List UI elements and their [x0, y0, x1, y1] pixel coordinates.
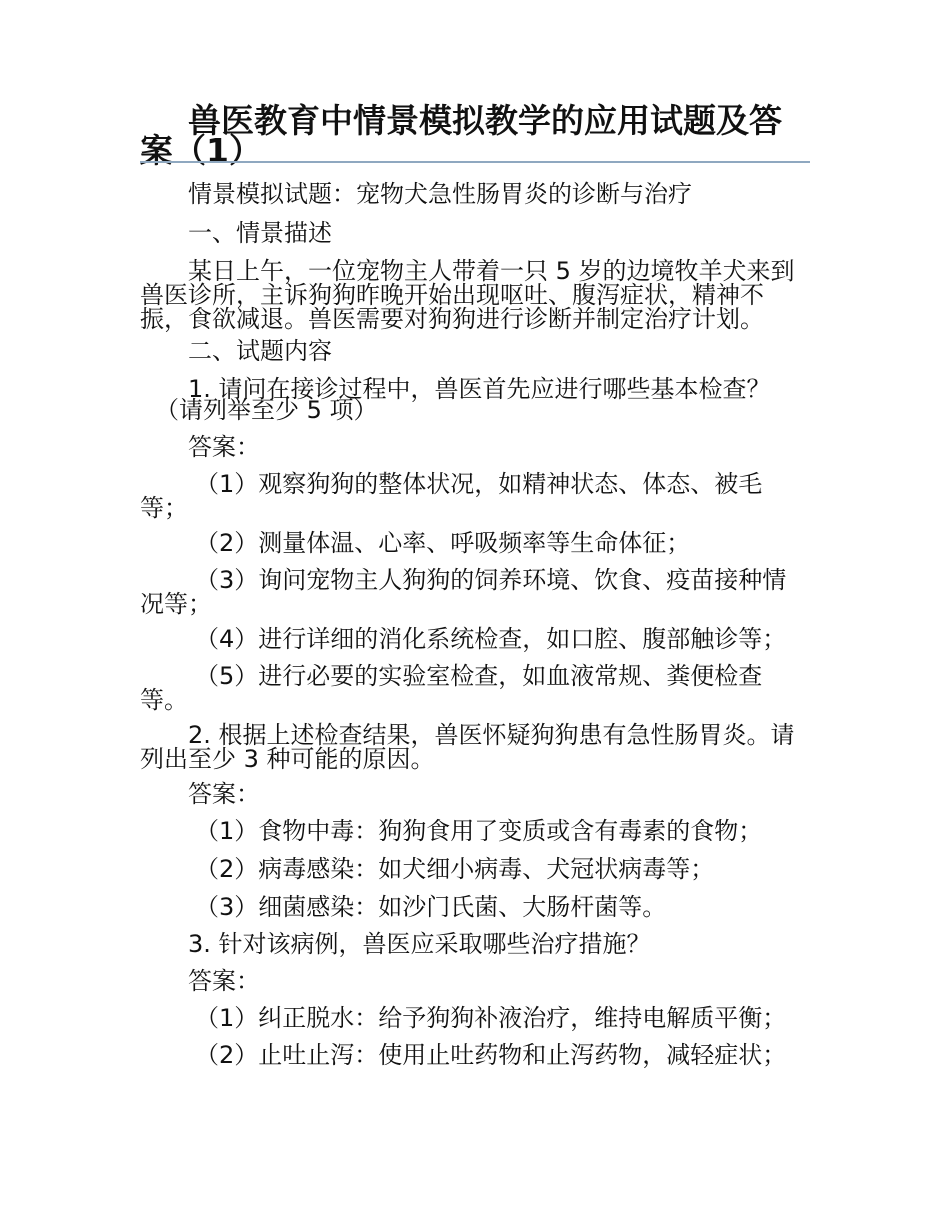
question-1-note: （请列举至少 5 项）: [155, 396, 378, 424]
answer-1-item-5: （5）进行必要的实验室检查，如血液常规、粪便检查等。: [140, 662, 763, 714]
answer-1-item-3: （3）询问宠物主人狗狗的饲养环境、饮食、疫苗接种情况等；: [140, 566, 787, 618]
answer-label-2: 答案：: [188, 780, 260, 808]
answer-3-item-2: （2）止吐止泻：使用止吐药物和止泻药物，减轻症状；: [195, 1041, 787, 1069]
section-heading-questions: 二、试题内容: [188, 337, 332, 365]
answer-label-1: 答案：: [188, 433, 260, 461]
answer-1-item-2: （2）测量体温、心率、呼吸频率等生命体征；: [195, 529, 691, 557]
document-title: 兽医教育中情景模拟教学的应用试题及答案（1）: [140, 101, 782, 170]
answer-2-item-3: （3）细菌感染：如沙门氏菌、大肠杆菌等。: [195, 893, 667, 921]
question-3: 3. 针对该病例，兽医应采取哪些治疗措施？: [188, 930, 651, 958]
answer-label-3: 答案：: [188, 967, 260, 995]
answer-1-item-1: （1）观察狗狗的整体状况，如精神状态、体态、被毛等；: [140, 470, 763, 522]
section-heading-scenario: 一、情景描述: [188, 219, 332, 247]
exam-subject: 情景模拟试题：宠物犬急性肠胃炎的诊断与治疗: [188, 180, 692, 208]
scenario-description: 某日上午，一位宠物主人带着一只 5 岁的边境牧羊犬来到兽医诊所，主诉狗狗昨晚开始出现呕吐、腹泻症状，精神不振，食欲减退。兽医需要对狗狗进行诊断并制定治疗计划。: [140, 257, 795, 333]
question-2: 2. 根据上述检查结果，兽医怀疑狗狗患有急性肠胃炎。请列出至少 3 种可能的原因。: [140, 721, 795, 773]
title-divider: [140, 161, 810, 163]
answer-2-item-1: （1）食物中毒：狗狗食用了变质或含有毒素的食物；: [195, 817, 763, 845]
answer-3-item-1: （1）纠正脱水：给予狗狗补液治疗，维持电解质平衡；: [195, 1004, 787, 1032]
answer-1-item-4: （4）进行详细的消化系统检查，如口腔、腹部触诊等；: [195, 625, 787, 653]
question-1: 1. 请问在接诊过程中，兽医首先应进行哪些基本检查？: [188, 375, 771, 403]
answer-2-item-2: （2）病毒感染：如犬细小病毒、犬冠状病毒等；: [195, 855, 715, 883]
